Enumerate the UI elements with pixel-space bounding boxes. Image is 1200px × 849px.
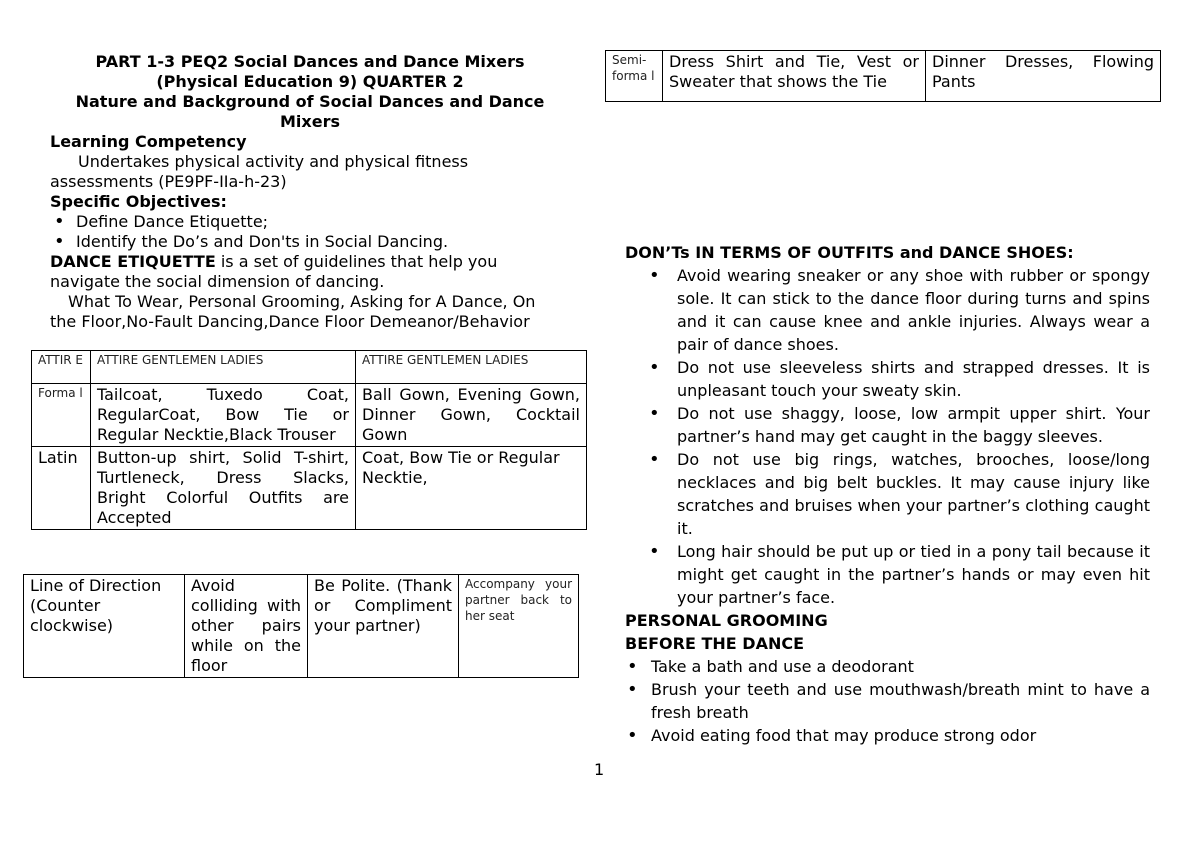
right-column: [625, 241, 1150, 747]
table-cell: Ball Gown, Evening Gown, Dinner Gown, Cocktail Gown: [356, 384, 587, 447]
donts-list: [625, 264, 1150, 609]
competency-text-1: Undertakes physical activity and physical fitness: [78, 152, 469, 171]
table-cell: Coat, Bow Tie or Regular Necktie,: [356, 447, 587, 530]
objectives-list: [50, 212, 570, 252]
before-dance-heading: BEFORE THE DANCE: [625, 634, 805, 653]
donts-heading: DON’Ts IN TERMS OF OUTFITS and DANCE SHOES:: [625, 243, 1074, 262]
table-header-cell: ATTIR E: [32, 351, 91, 384]
etiquette-definition-2: navigate the social dimension of dancing.: [50, 272, 385, 291]
list-item: • Brush your teeth and use mouthwash/breath mint to have a fresh breath: [625, 678, 1150, 724]
document-title: PART 1-3 PEQ2 Social Dances and Dance Mixers (Physical Education 9) QUARTER 2 Nature and Background of Social Dances and Dance Mixers: [75, 52, 545, 131]
competency-heading: Learning Competency: [50, 132, 247, 151]
list-item: • Long hair should be put up or tied in a pony tail because it might get caught in the partner’s hands or may even hit your partner’s face.: [625, 540, 1150, 609]
etiquette-definition: DANCE ETIQUETTE is a set of guidelines that help you: [50, 252, 498, 271]
list-item: • Do not use shaggy, loose, low armpit upper shirt. Your partner’s hand may get caught in the baggy sleeves.: [625, 402, 1150, 448]
objectives-heading: Specific Objectives:: [50, 192, 227, 211]
table-cell: Semi- forma l: [606, 51, 663, 102]
table-row: [32, 447, 587, 530]
table-cell: Dinner Dresses, Flowing Pants: [926, 51, 1161, 102]
table-row: [24, 575, 579, 678]
objective-item: • Identify the Do’s and Don'ts in Social Dancing.: [50, 232, 570, 252]
competency-text-2: assessments (PE9PF-IIa-h-23): [50, 172, 287, 191]
table-row: [32, 351, 587, 384]
list-item: • Avoid eating food that may produce strong odor: [625, 724, 1150, 747]
table-header-cell: ATTIRE GENTLEMEN LADIES: [356, 351, 587, 384]
left-column: [50, 52, 570, 332]
etiquette-topics-2: the Floor,No-Fault Dancing,Dance Floor Demeanor/Behavior: [50, 312, 530, 331]
table-cell: Line of Direction (Counter clockwise): [24, 575, 185, 678]
table-cell: Accompany your partner back to her seat: [459, 575, 579, 678]
etiquette-term: DANCE ETIQUETTE: [50, 252, 216, 271]
objective-item: • Define Dance Etiquette;: [50, 212, 570, 232]
page-number: 1: [594, 760, 605, 779]
table-cell: Dress Shirt and Tie, Vest or Sweater that shows the Tie: [663, 51, 926, 102]
table-cell: Forma l: [32, 384, 91, 447]
table-row: [32, 384, 587, 447]
grooming-list: [625, 655, 1150, 747]
etiquette-topics-1: What To Wear, Personal Grooming, Asking for A Dance, On: [68, 292, 536, 311]
table-row: [606, 51, 1161, 102]
floor-etiquette-table: [23, 574, 579, 678]
table-cell: Be Polite. (Thank or Compliment your partner): [308, 575, 459, 678]
table-cell: Avoid colliding with other pairs while on the floor: [185, 575, 308, 678]
attire-table: [31, 350, 587, 530]
semiformal-table: [605, 50, 1161, 102]
grooming-heading: PERSONAL GROOMING: [625, 611, 828, 630]
table-cell: Latin: [32, 447, 91, 530]
list-item: • Do not use sleeveless shirts and strapped dresses. It is unpleasant touch your sweaty skin.: [625, 356, 1150, 402]
table-header-cell: ATTIRE GENTLEMEN LADIES: [91, 351, 356, 384]
table-cell: Tailcoat, Tuxedo Coat, RegularCoat, Bow Tie or Regular Necktie,Black Trouser: [91, 384, 356, 447]
list-item: • Do not use big rings, watches, brooches, loose/long necklaces and big belt buckles. It may cause injury like scratches and bruises when your partner’s clothing caught it.: [625, 448, 1150, 540]
list-item: • Take a bath and use a deodorant: [625, 655, 1150, 678]
list-item: • Avoid wearing sneaker or any shoe with rubber or spongy sole. It can stick to the dance floor during turns and spins and it can cause knee and ankle injuries. Always wear a pair of dance shoes.: [625, 264, 1150, 356]
table-cell: Button-up shirt, Solid T-shirt, Turtleneck, Dress Slacks, Bright Colorful Outfits are Accepted: [91, 447, 356, 530]
